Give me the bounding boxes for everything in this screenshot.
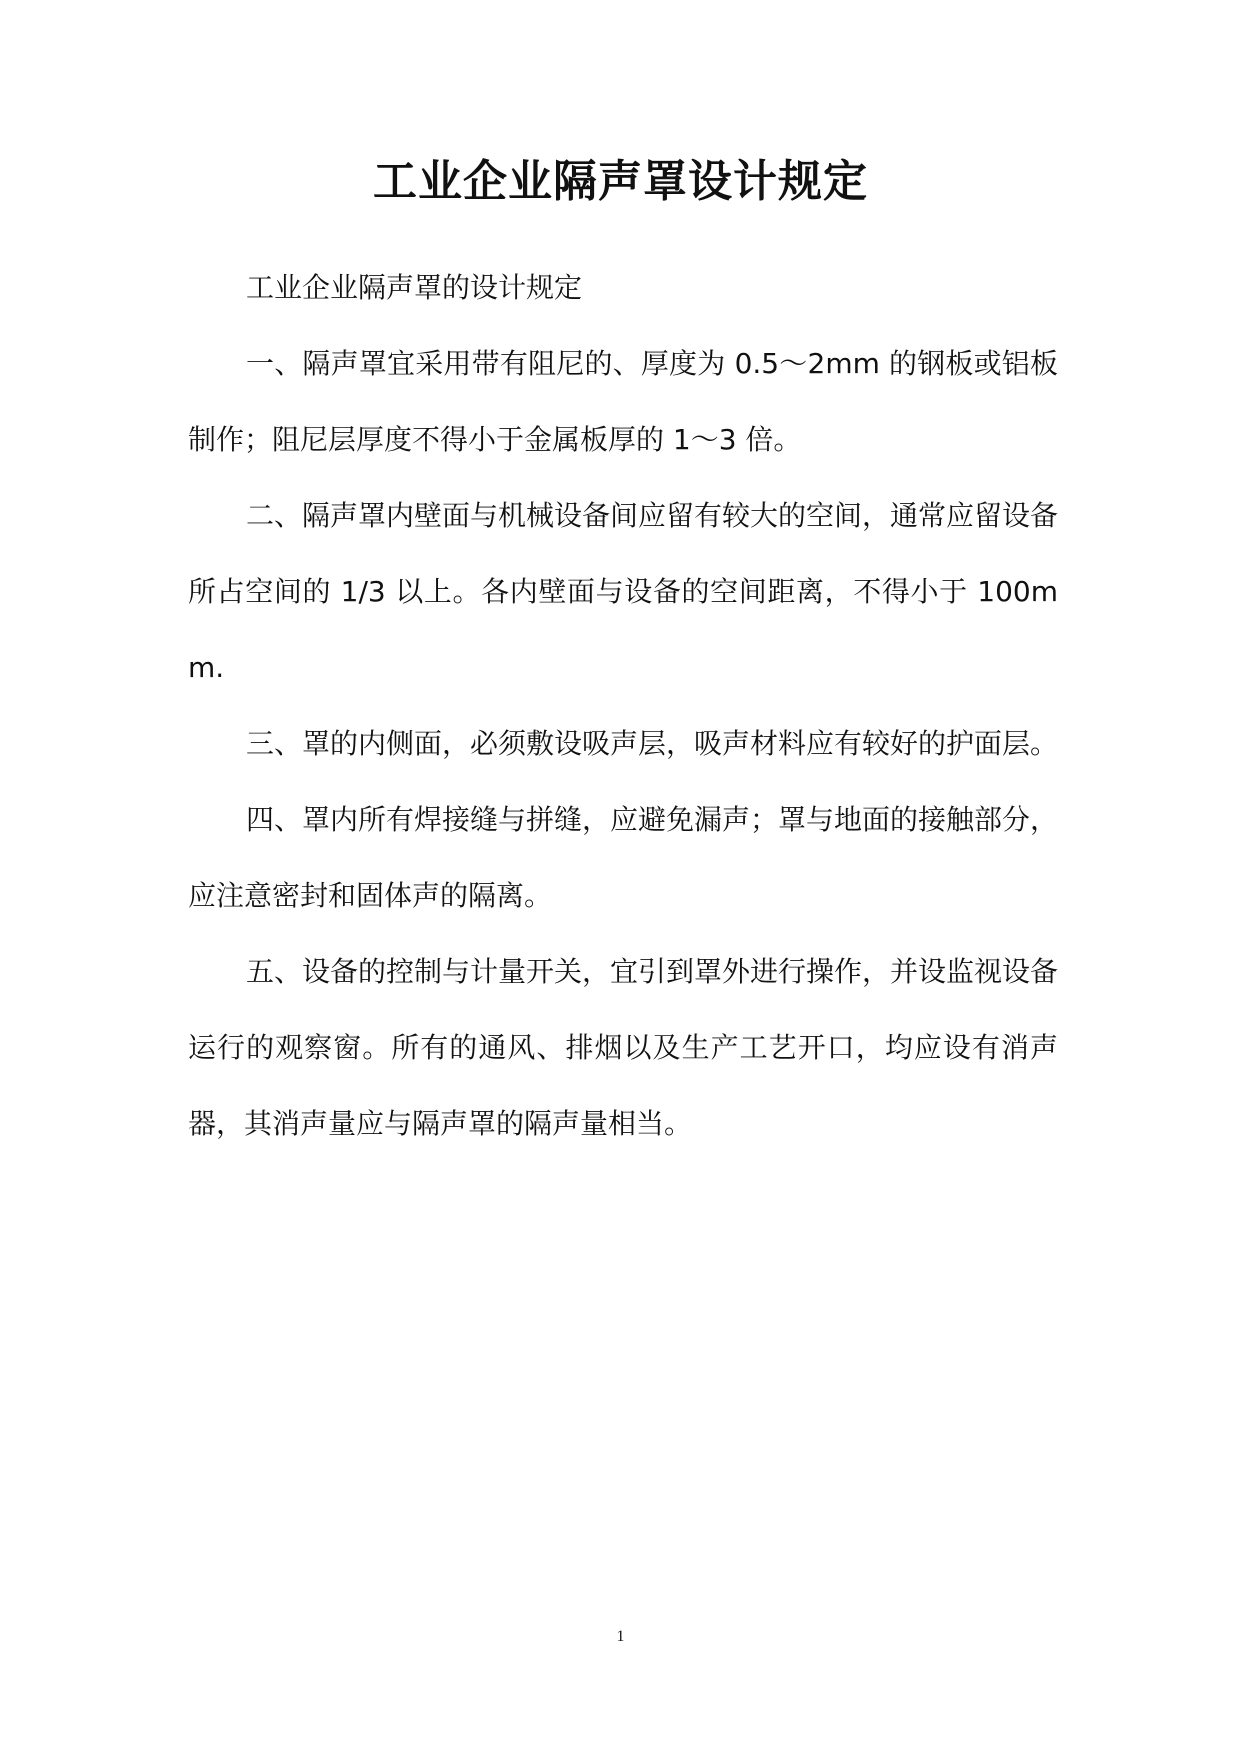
document-title: 工业企业隔声罩设计规定: [373, 156, 868, 207]
paragraph-clause-3: 三、罩的内侧面，必须敷设吸声层，吸声材料应有较好的护面层。: [246, 727, 1059, 760]
paragraph-clause-1: 一、隔声罩宜采用带有阻尼的、厚度为 0.5～2mm 的钢板或铝板制作；阻尼层厚度不得小于金属板厚的 1～3 倍。: [188, 347, 1058, 456]
paragraph-clause-4: 四、罩内所有焊接缝与拼缝，应避免漏声；罩与地面的接触部分，应注意密封和固体声的隔离。: [188, 803, 1059, 912]
paragraph-subtitle: 工业企业隔声罩的设计规定: [246, 271, 583, 304]
page-number: 1: [616, 1628, 625, 1645]
paragraph-clause-5: 五、设备的控制与计量开关，宜引到罩外进行操作，并设监视设备运行的观察窗。所有的通风、排烟以及生产工艺开口，均应设有消声器，其消声量应与隔声罩的隔声量相当。: [188, 955, 1059, 1140]
paragraph-clause-2: 二、隔声罩内壁面与机械设备间应留有较大的空间，通常应留设备所占空间的 1/3 以上。各内壁面与设备的空间距离，不得小于 100mm.: [188, 499, 1059, 684]
document-body: [188, 250, 1058, 1162]
